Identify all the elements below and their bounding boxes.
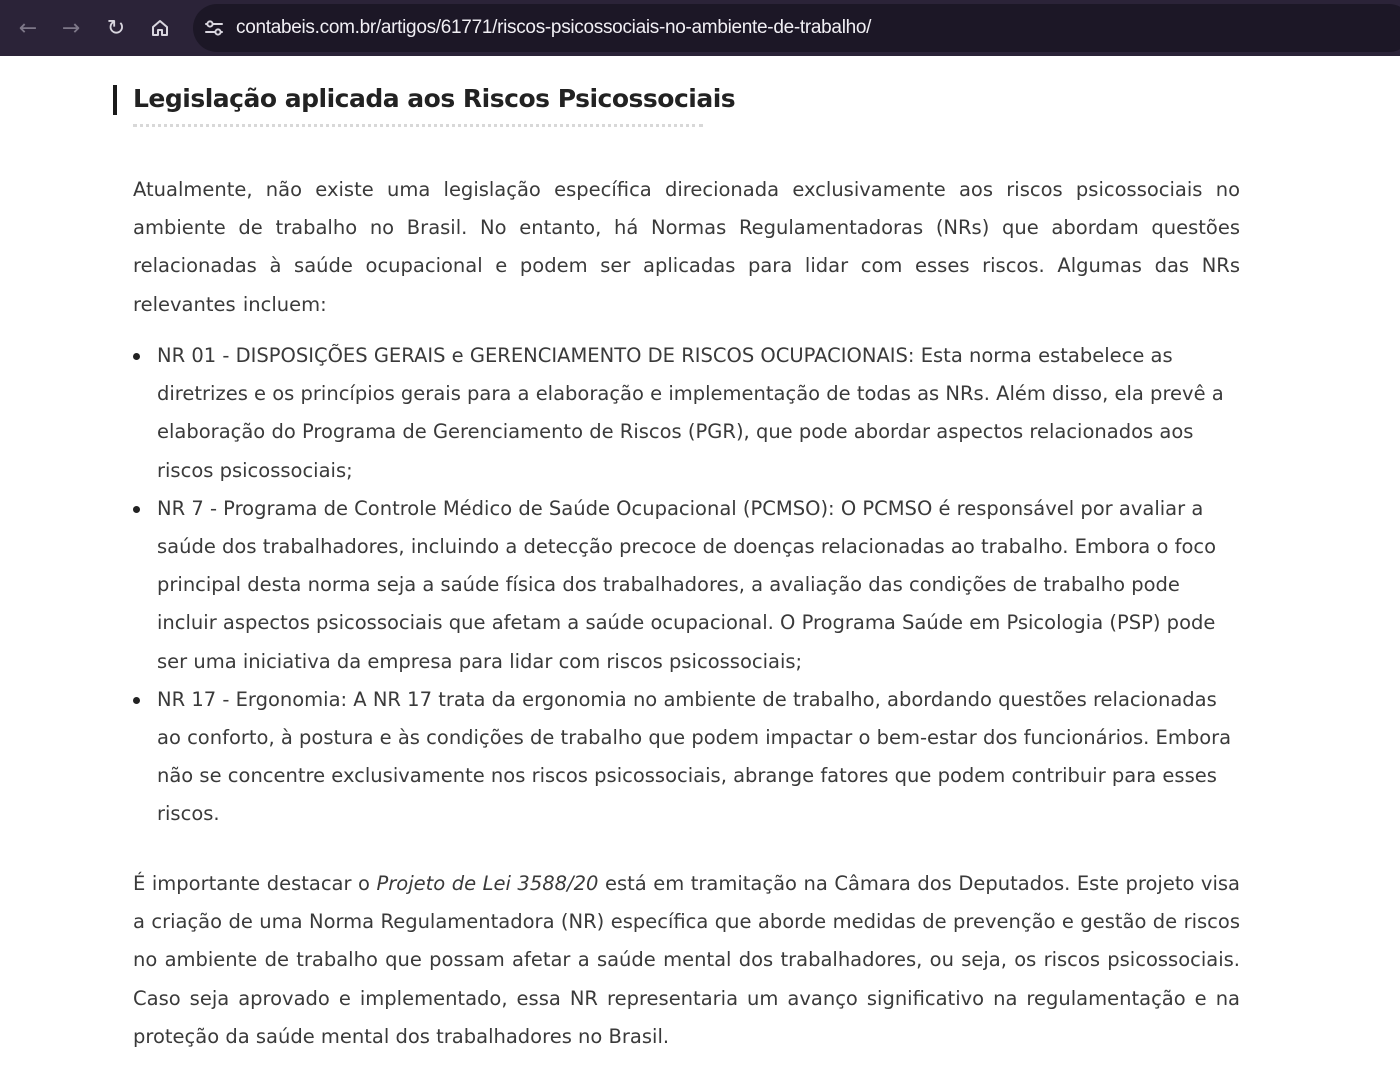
- heading-accent-bar: [113, 85, 117, 115]
- closing-text-after: está em tramitação na Câmara dos Deputados. Este projeto visa a criação de uma Norma Regulamentadora (NR) específica que aborde medidas de prevenção e gestão de riscos no ambiente de trabalho que possam afetar a saúde mental dos trabalhadores, ou seja, os riscos psicossociais. Caso seja aprovado e implementado, essa NR representaria um avanço significativo na regulamentação e na proteção da saúde mental dos trabalhadores no Brasil.: [133, 872, 1240, 1048]
- list-item-text: NR 01 - DISPOSIÇÕES GERAIS e GERENCIAMENTO DE RISCOS OCUPACIONAIS: Esta norma estabelece as diretrizes e os princípios gerais para a elaboração e implementação de todas as NRs. Além disso, ela prevê a elaboração do Programa de Gerenciamento de Riscos (PGR), que pode abordar aspectos relacionados aos riscos psicossociais;: [157, 344, 1224, 482]
- home-icon[interactable]: [144, 12, 176, 44]
- list-item: [133, 337, 1240, 490]
- intro-paragraph: Atualmente, não existe uma legislação específica direcionada exclusivamente aos riscos psicossociais no ambiente de trabalho no Brasil. No entanto, há Normas Regulamentadoras (NRs) que abordam questões relacionadas à saúde ocupacional e podem ser aplicadas para lidar com esses riscos. Algumas das NRs relevantes incluem:: [133, 178, 1240, 316]
- reload-icon[interactable]: ↻: [106, 15, 126, 41]
- list-item: [133, 681, 1240, 834]
- bullet-icon: [133, 353, 140, 360]
- section-heading: Legislação aplicada aos Riscos Psicossociais: [133, 84, 736, 113]
- article-content: [0, 56, 1400, 1080]
- list-item: [133, 490, 1240, 681]
- bullet-icon: [133, 506, 140, 513]
- bullet-icon: [133, 697, 140, 704]
- heading-underline: [133, 124, 703, 127]
- arrow-left-icon[interactable]: ←: [18, 15, 38, 41]
- closing-text-before: É importante destacar o: [133, 872, 377, 895]
- bill-reference: Projeto de Lei 3588/20: [376, 872, 599, 895]
- list-item-text: NR 7 - Programa de Controle Médico de Saúde Ocupacional (PCMSO): O PCMSO é responsável por avaliar a saúde dos trabalhadores, incluindo a detecção precoce de doenças relacionadas ao trabalho. Embora o foco principal desta norma seja a saúde física dos trabalhadores, a avaliação das condições de trabalho pode incluir aspectos psicossociais que afetam a saúde ocupacional. O Programa Saúde em Psicologia (PSP) pode ser uma iniciativa da empresa para lidar com riscos psicossociais;: [157, 496, 1217, 673]
- browser-toolbar: [0, 0, 1400, 56]
- url-text[interactable]: contabeis.com.br/artigos/61771/riscos-psicossociais-no-ambiente-de-trabalho/: [236, 17, 872, 38]
- address-bar[interactable]: [193, 4, 1400, 52]
- nr-list: [133, 337, 1240, 834]
- list-item-text: NR 17 - Ergonomia: A NR 17 trata da ergonomia no ambiente de trabalho, abordando questões relacionadas ao conforto, à postura e às condições de trabalho que podem impactar o bem-estar dos funcionários. Embora não se concentre exclusivamente nos riscos psicossociais, abrange fatores que podem contribuir para esses riscos.: [157, 687, 1232, 826]
- tune-icon[interactable]: [202, 16, 226, 40]
- arrow-right-icon[interactable]: →: [61, 15, 81, 41]
- closing-paragraph: [133, 865, 1240, 1056]
